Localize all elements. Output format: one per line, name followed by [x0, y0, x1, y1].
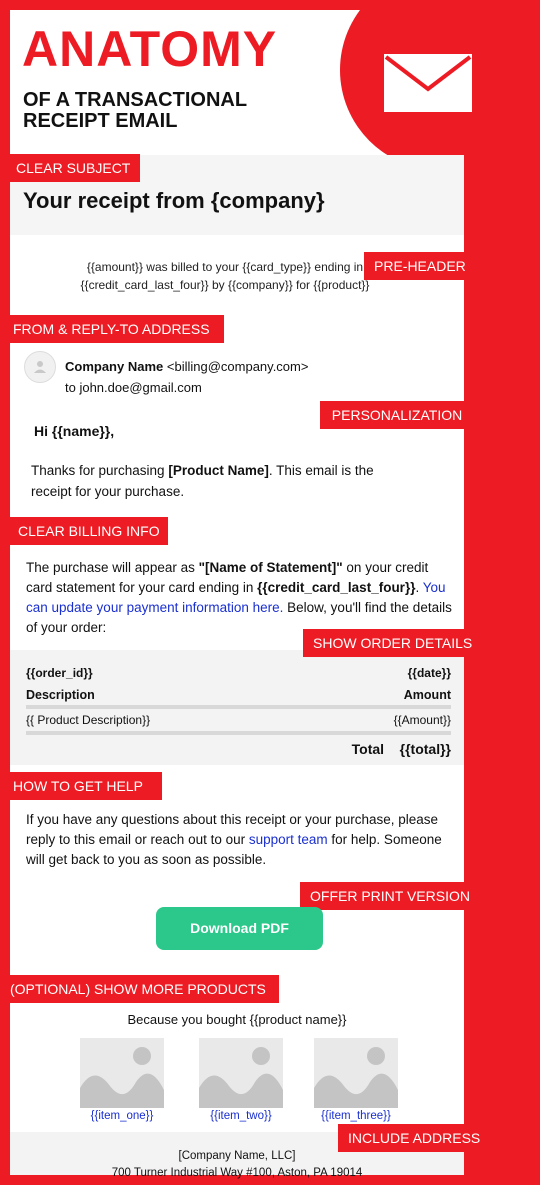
page-title: ANATOMY [22, 21, 278, 77]
email-subject: Your receipt from {company} [23, 188, 325, 213]
thanks-text: Thanks for purchasing [31, 463, 169, 478]
because-you-bought: Because you bought {{product name}} [127, 1012, 347, 1027]
sender [65, 359, 308, 374]
billing-text-3: . [415, 580, 423, 595]
image-placeholder-icon [314, 1038, 398, 1108]
billing-text: The purchase will appear as [26, 560, 199, 575]
item-link-two[interactable]: {{item_two}} [210, 1110, 272, 1122]
order-date: {{date}} [407, 666, 451, 680]
item-link-one[interactable]: {{item_one}} [90, 1110, 154, 1122]
support-team-link[interactable]: support team [248, 832, 328, 847]
label-offer-print: OFFER PRINT VERSION [300, 882, 474, 910]
label-show-order: SHOW ORDER DETAILS [303, 629, 474, 657]
statement-name: "[Name of Statement]" [198, 560, 343, 575]
col-amount: Amount [403, 688, 451, 702]
page-subtitle [23, 90, 303, 132]
order-divider-2 [26, 731, 451, 735]
subtitle-line-1: OF A TRANSACTIONAL [23, 89, 248, 111]
item-link-three[interactable]: {{item_three}} [321, 1110, 391, 1122]
preheader-line-2: {{credit_card_last_four}} by {{company}} for {{product}} [80, 278, 370, 292]
download-pdf-button[interactable]: Download PDF [156, 907, 323, 950]
order-total [352, 741, 451, 757]
help-paragraph [26, 810, 456, 870]
help-text: If you have any questions about this receipt or your purchase, please reply to this email or reach out to our [26, 812, 439, 847]
footer-address: 700 Turner Industrial Way #100, Aston, PA 19014 [111, 1167, 363, 1179]
label-how-help: HOW TO GET HELP [0, 772, 162, 800]
image-placeholder-icon [199, 1038, 283, 1108]
footer-company: [Company Name, LLC] [178, 1150, 296, 1162]
subtitle-line-2: RECEIPT EMAIL [23, 110, 178, 132]
item-amount: {{Amount}} [393, 713, 451, 727]
label-clear-billing: CLEAR BILLING INFO [0, 517, 168, 545]
product-image-placeholder[interactable] [199, 1038, 283, 1108]
total-label: Total [351, 741, 385, 757]
total-value: {{total}} [399, 741, 451, 757]
label-personalization: PERSONALIZATION [320, 401, 474, 429]
table-row [26, 713, 451, 727]
col-description: Description [26, 688, 95, 702]
infographic-header [10, 10, 464, 155]
greeting: Hi {{name}}, [34, 423, 115, 439]
product-name: [Product Name] [168, 463, 269, 478]
order-id: {{order_id}} [26, 666, 93, 680]
preheader-line-1: {{amount}} was billed to your {{card_type}} ending in [86, 260, 364, 274]
thanks-text-end: . This email is the receipt for your purchase. [31, 463, 374, 499]
card-last-four: {{credit_card_last_four}} [257, 580, 416, 595]
label-pre-header: PRE-HEADER [364, 252, 474, 280]
label-show-more: (OPTIONAL) SHOW MORE PRODUCTS [0, 975, 279, 1003]
label-include-address: INCLUDE ADDRESS [338, 1124, 474, 1152]
update-payment-link[interactable]: You can update your payment information here. [26, 580, 446, 615]
image-placeholder-icon [80, 1038, 164, 1108]
thanks-paragraph [31, 460, 391, 502]
billing-text-2: on your credit card statement for your card ending in [26, 560, 429, 595]
preheader-text [65, 258, 385, 294]
recipient: to john.doe@gmail.com [65, 380, 202, 395]
sender-email: <billing@company.com> [166, 359, 309, 374]
envelope-icon [383, 53, 473, 113]
product-image-placeholder[interactable] [314, 1038, 398, 1108]
order-divider [26, 705, 451, 709]
label-from-reply: FROM & REPLY-TO ADDRESS [0, 315, 224, 343]
billing-text-4: Below, you'll find the details of your order: [26, 600, 452, 635]
email-canvas [10, 10, 481, 1179]
user-icon [25, 352, 55, 382]
billing-paragraph [26, 558, 456, 638]
order-header-row [26, 688, 451, 702]
sender-name: Company Name [65, 359, 164, 374]
label-clear-subject: CLEAR SUBJECT [0, 154, 140, 182]
order-meta-row [26, 666, 451, 680]
help-text-2: for help. Someone will get back to you as soon as possible. [26, 832, 442, 867]
avatar [24, 351, 56, 383]
item-description: {{ Product Description}} [26, 713, 151, 727]
product-image-placeholder[interactable] [80, 1038, 164, 1108]
